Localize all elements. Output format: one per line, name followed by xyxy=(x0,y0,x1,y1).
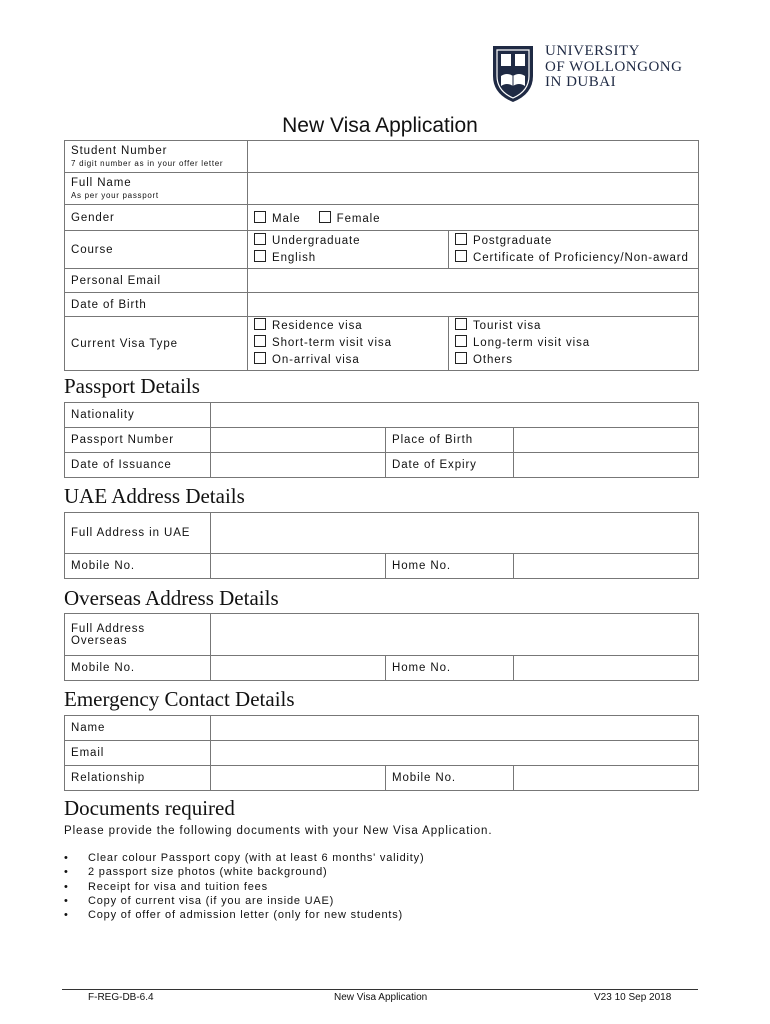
visa-others-option[interactable] xyxy=(455,352,692,369)
overseas-home-label: Home No. xyxy=(386,656,514,681)
logo-line-3: IN DUBAI xyxy=(545,74,617,90)
overseas-mobile-field[interactable] xyxy=(211,656,386,681)
footer-version: V23 10 Sep 2018 xyxy=(594,992,672,1003)
uae-address-heading: UAE Address Details xyxy=(64,484,245,508)
full-name-hint: As per your passport xyxy=(71,191,159,200)
course-certificate-label: Certificate of Proficiency/Non-award xyxy=(473,251,689,264)
overseas-address-field[interactable] xyxy=(211,614,699,656)
relationship-field[interactable] xyxy=(211,766,386,791)
checkbox-icon[interactable] xyxy=(455,335,467,347)
course-undergraduate-label: Undergraduate xyxy=(272,234,361,247)
checkbox-icon[interactable] xyxy=(455,250,467,262)
student-details-table xyxy=(64,140,699,371)
gender-female-option[interactable] xyxy=(319,213,381,225)
uae-mobile-label: Mobile No. xyxy=(65,554,211,579)
logo-line-2: OF WOLLONGONG xyxy=(545,58,683,75)
course-undergraduate-option[interactable] xyxy=(254,233,442,250)
list-item: • Receipt for visa and tuition fees xyxy=(64,880,424,894)
place-of-birth-field[interactable] xyxy=(514,428,699,453)
list-item: • Copy of current visa (if you are inside UAE) xyxy=(64,894,424,908)
emergency-name-label: Name xyxy=(65,716,211,741)
student-number-label-text: Student Number xyxy=(71,145,168,157)
course-options-left xyxy=(248,231,449,269)
checkbox-icon[interactable] xyxy=(455,233,467,245)
checkbox-icon[interactable] xyxy=(254,250,266,262)
course-english-label: English xyxy=(272,251,317,264)
dob-field[interactable] xyxy=(248,293,699,317)
full-name-field[interactable] xyxy=(248,173,699,205)
visa-tourist-option[interactable] xyxy=(455,318,692,335)
visa-residence-label: Residence visa xyxy=(272,320,363,332)
university-name xyxy=(545,44,682,91)
course-certificate-option[interactable] xyxy=(455,250,692,267)
overseas-mobile-label: Mobile No. xyxy=(65,656,211,681)
gender-female-label: Female xyxy=(336,212,381,225)
visa-on-arrival-option[interactable] xyxy=(254,352,442,369)
place-of-birth-label: Place of Birth xyxy=(386,428,514,453)
email-label: Personal Email xyxy=(65,269,248,293)
list-item: • Copy of offer of admission letter (only for new students) xyxy=(64,908,424,922)
uae-home-field[interactable] xyxy=(514,554,699,579)
passport-number-field[interactable] xyxy=(211,428,386,453)
checkbox-icon[interactable] xyxy=(254,233,266,245)
checkbox-icon[interactable] xyxy=(254,318,266,330)
course-options-right xyxy=(449,231,699,269)
email-field[interactable] xyxy=(248,269,699,293)
course-english-option[interactable] xyxy=(254,250,442,267)
visa-residence-option[interactable] xyxy=(254,318,442,335)
full-name-label xyxy=(65,173,248,205)
gender-male-label: Male xyxy=(272,212,301,225)
checkbox-icon[interactable] xyxy=(254,352,266,364)
checkbox-icon[interactable] xyxy=(455,318,467,330)
full-name-label-text: Full Name xyxy=(71,177,132,189)
gender-options xyxy=(248,205,699,231)
nationality-label: Nationality xyxy=(65,403,211,428)
visa-others-label: Others xyxy=(473,354,513,366)
uae-address-table xyxy=(64,512,699,579)
university-logo xyxy=(487,42,702,108)
visa-long-term-option[interactable] xyxy=(455,335,692,352)
nationality-field[interactable] xyxy=(211,403,699,428)
course-postgraduate-option[interactable] xyxy=(455,233,692,250)
logo-line-1: UNIVERSITY xyxy=(545,43,640,59)
list-item: • 2 passport size photos (white background) xyxy=(64,865,424,879)
footer-form-name: New Visa Application xyxy=(334,992,428,1003)
overseas-home-field[interactable] xyxy=(514,656,699,681)
uae-address-label: Full Address in UAE xyxy=(65,513,211,554)
visa-on-arrival-label: On-arrival visa xyxy=(272,354,360,366)
dob-label: Date of Birth xyxy=(65,293,248,317)
course-postgraduate-label: Postgraduate xyxy=(473,234,553,247)
overseas-address-table xyxy=(64,613,699,681)
visa-short-term-label: Short-term visit visa xyxy=(272,337,392,349)
date-of-expiry-field[interactable] xyxy=(514,453,699,478)
checkbox-icon[interactable] xyxy=(455,352,467,364)
passport-heading: Passport Details xyxy=(64,374,200,398)
emergency-mobile-label: Mobile No. xyxy=(386,766,514,791)
student-number-label xyxy=(65,141,248,173)
student-number-hint: 7 digit number as in your offer letter xyxy=(71,159,224,168)
page-title: New Visa Application xyxy=(282,114,478,137)
student-number-field[interactable] xyxy=(248,141,699,173)
documents-intro: Please provide the following documents with your New Visa Application. xyxy=(64,825,493,837)
course-label: Course xyxy=(65,231,248,269)
visa-options-left xyxy=(248,317,449,371)
emergency-email-label: Email xyxy=(65,741,211,766)
emergency-contact-heading: Emergency Contact Details xyxy=(64,687,295,711)
uae-mobile-field[interactable] xyxy=(211,554,386,579)
visa-tourist-label: Tourist visa xyxy=(473,320,542,332)
emergency-email-field[interactable] xyxy=(211,741,699,766)
documents-list xyxy=(64,851,424,922)
uae-home-label: Home No. xyxy=(386,554,514,579)
date-of-issuance-field[interactable] xyxy=(211,453,386,478)
uae-address-field[interactable] xyxy=(211,513,699,554)
relationship-label: Relationship xyxy=(65,766,211,791)
date-of-expiry-label: Date of Expiry xyxy=(386,453,514,478)
footer-divider xyxy=(62,989,698,990)
gender-male-option[interactable] xyxy=(254,213,301,225)
emergency-contact-table xyxy=(64,715,699,791)
visa-long-term-label: Long-term visit visa xyxy=(473,337,591,349)
passport-number-label: Passport Number xyxy=(65,428,211,453)
emergency-mobile-field[interactable] xyxy=(514,766,699,791)
documents-heading: Documents required xyxy=(64,796,235,820)
visa-options-right xyxy=(449,317,699,371)
visa-type-label: Current Visa Type xyxy=(65,317,248,371)
checkbox-icon[interactable] xyxy=(319,211,331,223)
visa-short-term-option[interactable] xyxy=(254,335,442,352)
footer-form-code: F-REG-DB-6.4 xyxy=(88,992,154,1003)
overseas-address-label: Full Address Overseas xyxy=(65,614,211,656)
crest-icon xyxy=(487,42,539,104)
checkbox-icon[interactable] xyxy=(254,211,266,223)
overseas-address-heading: Overseas Address Details xyxy=(64,586,279,610)
gender-label: Gender xyxy=(65,205,248,231)
checkbox-icon[interactable] xyxy=(254,335,266,347)
date-of-issuance-label: Date of Issuance xyxy=(65,453,211,478)
emergency-name-field[interactable] xyxy=(211,716,699,741)
passport-table xyxy=(64,402,699,478)
list-item: • Clear colour Passport copy (with at least 6 months' validity) xyxy=(64,851,424,865)
